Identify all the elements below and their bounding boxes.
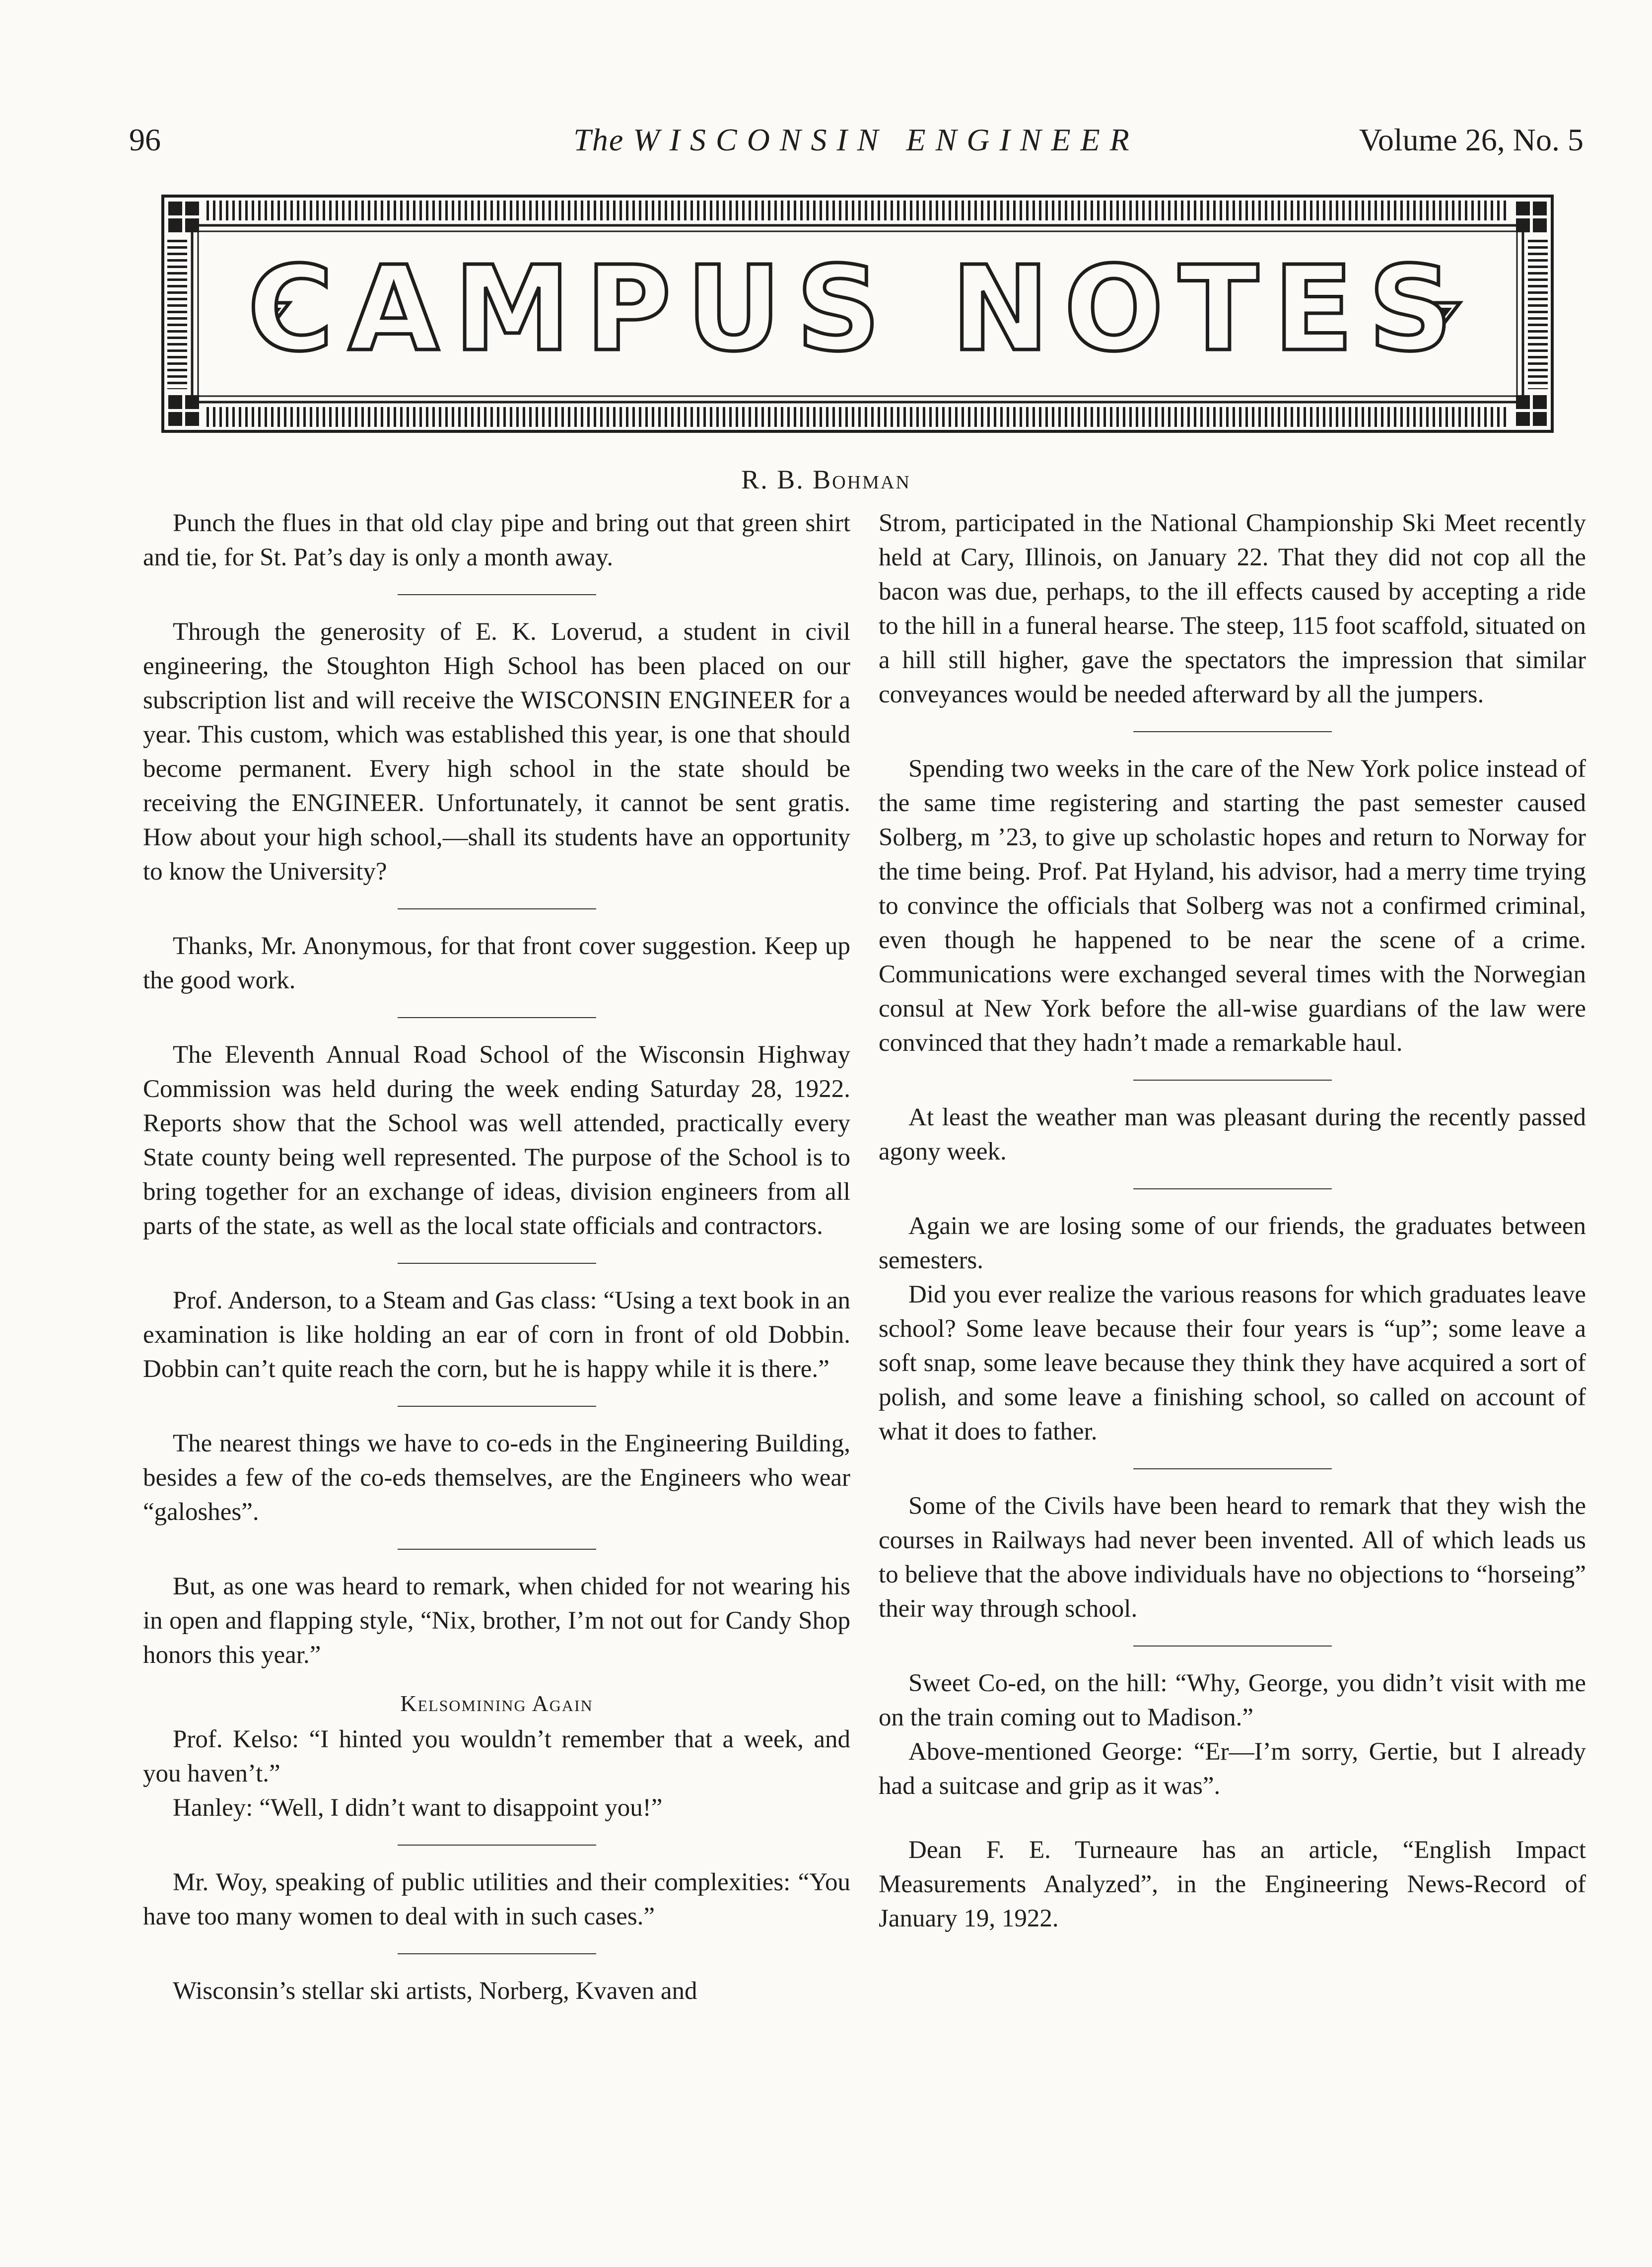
note-paragraph: Spending two weeks in the care of the New York police instead of the same time registering and starting the past semester caused Solberg, m ’23, to give up scholastic hopes and return to Norway for the time being. Prof. Pat Hyland, his advisor, had a merry time trying to convince the officials that Solberg was not a confirmed criminal, even though he happened to be near the scene of a crime. Communications were exchanged several times with the Norwegian consul at New York before the all-wise guardians of the law were convinced that they hadn’t made a remarkable haul. xyxy=(879,755,1586,1057)
campus-notes-banner xyxy=(161,195,1554,433)
note-paragraph: Through the generosity of E. K. Loverud, a student in civil engineering, the Stoughton High School has been placed on our subscription list and will receive the WISCONSIN ENGINEER for a year. This custom, which was established this year, is one that should become permanent. Every high school in the state should be receiving the ENGINEER. Unfortunately, it cannot be sent gratis. How about your high school,—shall its students have an opportunity to know the University? xyxy=(143,618,850,886)
note-paragraph: Punch the flues in that old clay pipe and bring out that green shirt and tie, for St. Pat’s day is only a month away. xyxy=(143,509,850,571)
section-divider xyxy=(398,1953,596,1954)
left-column xyxy=(143,506,850,2008)
bottom-striped-band xyxy=(205,407,1510,427)
section-divider xyxy=(1133,1468,1332,1469)
note-paragraph: Dean F. E. Turneaure has an article, “English Impact Measurements Analyzed”, in the Engineering News-Record of January 19, 1922. xyxy=(879,1836,1586,1932)
right-column xyxy=(879,506,1586,1936)
note-paragraph: At least the weather man was pleasant during the recently passed agony week. xyxy=(879,1103,1586,1166)
note-paragraph: Above-mentioned George: “Er—I’m sorry, Gertie, but I already had a suitcase and grip as it was”. xyxy=(879,1738,1586,1800)
note-paragraph: Prof. Kelso: “I hinted you wouldn’t remember that a week, and you haven’t.” xyxy=(143,1725,850,1787)
volume-issue: Volume 26, No. 5 xyxy=(1359,122,1583,157)
note-paragraph: Thanks, Mr. Anonymous, for that front cover suggestion. Keep up the good work. xyxy=(143,932,850,994)
banner-title: CAMPUS NOTES xyxy=(247,240,1468,377)
paragraph-gap xyxy=(879,1803,1586,1833)
author-byline: R. B. Bohman xyxy=(741,465,911,494)
note-paragraph: Prof. Anderson, to a Steam and Gas class: “Using a text book in an examination is like holding an ear of corn in front of old Dobbin. Dobbin can’t quite reach the corn, but he is happy while it is there.” xyxy=(143,1287,850,1383)
section-divider xyxy=(1133,1646,1332,1647)
section-divider xyxy=(398,1549,596,1550)
note-paragraph: The nearest things we have to co-eds in the Engineering Building, besides a few of the co-eds themselves, are the Engineers who wear “galoshes”. xyxy=(143,1430,850,1526)
running-header xyxy=(129,122,1583,161)
section-divider xyxy=(398,1406,596,1407)
note-paragraph: Hanley: “Well, I didn’t want to disappoint you!” xyxy=(173,1794,663,1822)
journal-title-prefix: The xyxy=(573,122,624,157)
section-subheading: Kelsomining Again xyxy=(400,1691,593,1716)
section-divider xyxy=(1133,1188,1332,1189)
note-paragraph: But, as one was heard to remark, when chided for not wearing his in open and flapping style, “Nix, brother, I’m not out for Candy Shop honors this year.” xyxy=(143,1573,850,1669)
section-divider xyxy=(1133,1080,1332,1081)
section-divider xyxy=(398,908,596,909)
note-paragraph: Strom, participated in the National Championship Ski Meet recently held at Cary, Illinois, on January 22. That they did not cop all the bacon was due, perhaps, to the ill effects caused by accepting a ride to the hill in a funeral hearse. The steep, 115 foot scaffold, situated on a hill still higher, gave the spectators the impression that similar conveyances would be needed afterward by all the jumpers. xyxy=(879,509,1586,708)
section-divider xyxy=(398,1017,596,1018)
note-paragraph: Some of the Civils have been heard to remark that they wish the courses in Railways had never been invented. All of which leads us to believe that the above individuals have no objections to “horseing” their way through school. xyxy=(879,1492,1586,1623)
note-paragraph: Mr. Woy, speaking of public utilities and their complexities: “You have too many women to deal with in such cases.” xyxy=(143,1868,850,1930)
journal-title-name: WISCONSIN ENGINEER xyxy=(633,122,1139,157)
page-number: 96 xyxy=(129,122,161,157)
note-paragraph: Did you ever realize the various reasons for which graduates leave school? Some leave because their four years is “up”; some leave a soft snap, some leave because they think they have acquired a sort of polish, and some leave a finishing school, so called on account of what it does to father. xyxy=(879,1281,1586,1445)
note-paragraph: The Eleventh Annual Road School of the Wisconsin Highway Commission was held during the week ending Saturday 28, 1922. Reports show that the School was well attended, practically every State county being well represented. The purpose of the School is to bring together for an exchange of ideas, division engineers from all parts of the state, as well as the local state officials and contractors. xyxy=(143,1041,850,1240)
note-paragraph: Again we are losing some of our friends, the graduates between semesters. xyxy=(879,1212,1586,1274)
section-divider xyxy=(398,1263,596,1264)
section-divider xyxy=(398,594,596,595)
section-divider xyxy=(1133,731,1332,732)
top-striped-band xyxy=(205,201,1510,220)
note-paragraph: Sweet Co-ed, on the hill: “Why, George, you didn’t visit with me on the train coming out to Madison.” xyxy=(879,1669,1586,1731)
section-divider xyxy=(398,1845,596,1846)
note-paragraph: Wisconsin’s stellar ski artists, Norberg, Kvaven and xyxy=(173,1977,697,2005)
